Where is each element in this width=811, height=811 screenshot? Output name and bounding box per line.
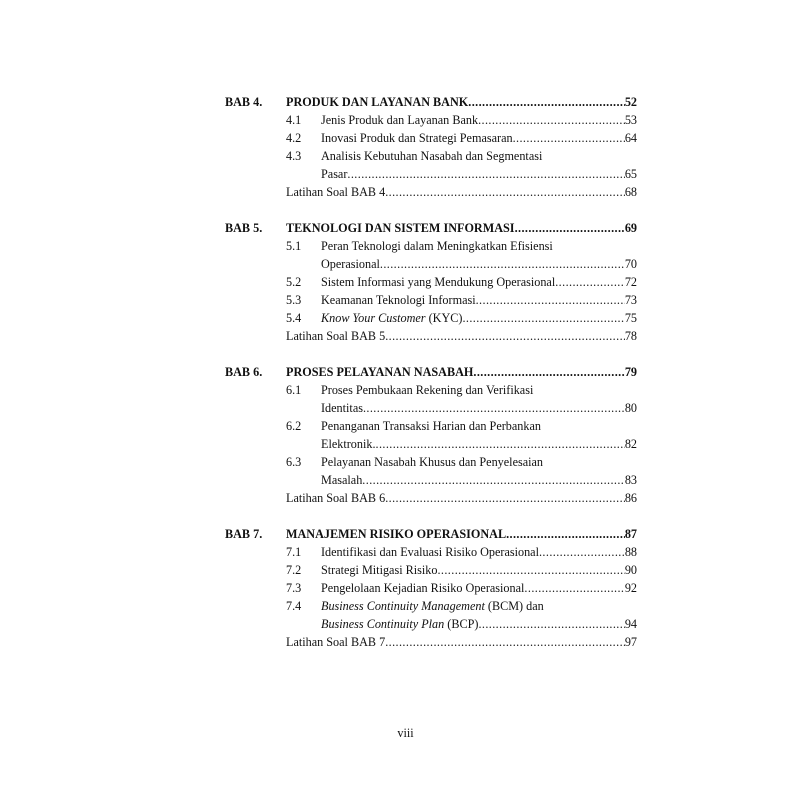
chapter-title: MANAJEMEN RISIKO OPERASIONAL bbox=[286, 527, 507, 541]
section-title: Pelayanan Nasabah Khusus dan Penyelesaian bbox=[321, 455, 544, 469]
page-number: 80 bbox=[624, 401, 637, 415]
page-number: 73 bbox=[624, 293, 637, 307]
section-entry[interactable] bbox=[225, 309, 637, 327]
section-title-continuation: Operasional bbox=[321, 257, 380, 271]
section-number: 5.3 bbox=[286, 293, 302, 307]
dot-leader bbox=[513, 129, 625, 147]
section-number: 7.4 bbox=[286, 599, 302, 613]
page-number: 52 bbox=[624, 95, 637, 109]
page-number: 75 bbox=[624, 311, 637, 325]
section-title: Penanganan Transaksi Harian dan Perbankan bbox=[321, 419, 541, 433]
chapter-bab-4 bbox=[225, 93, 637, 201]
section-title-italic: Know Your Customer bbox=[321, 311, 426, 325]
section-title: Sistem Informasi yang Mendukung Operasional bbox=[321, 275, 556, 289]
section-entry[interactable] bbox=[225, 273, 637, 291]
dot-leader bbox=[347, 165, 624, 183]
section-number: 5.1 bbox=[286, 239, 302, 253]
latihan-title: Latihan Soal BAB 7 bbox=[286, 635, 386, 649]
chapter-number: BAB 6. bbox=[225, 365, 263, 379]
chapter-title: PRODUK DAN LAYANAN BANK bbox=[286, 95, 469, 109]
dot-leader bbox=[376, 435, 625, 453]
page-number: 79 bbox=[624, 365, 637, 379]
section-number: 4.2 bbox=[286, 131, 302, 145]
page-number: 88 bbox=[624, 545, 637, 559]
dot-leader bbox=[362, 471, 625, 489]
section-title bbox=[321, 597, 544, 615]
section-number: 6.1 bbox=[286, 383, 302, 397]
page-number: 65 bbox=[624, 167, 637, 181]
latihan-title: Latihan Soal BAB 4 bbox=[286, 185, 386, 199]
page-number: 72 bbox=[624, 275, 637, 289]
section-entry[interactable] bbox=[225, 147, 637, 165]
section-entry[interactable] bbox=[225, 237, 637, 255]
page-number: 78 bbox=[624, 329, 637, 343]
latihan-entry[interactable] bbox=[286, 489, 637, 507]
section-title-continuation: Elektronik. bbox=[321, 437, 376, 451]
page-number: 68 bbox=[624, 185, 637, 199]
section-title bbox=[321, 309, 462, 327]
section-entry[interactable] bbox=[225, 597, 637, 615]
section-number: 6.3 bbox=[286, 455, 302, 469]
section-entry[interactable] bbox=[225, 453, 637, 471]
chapter-heading[interactable] bbox=[225, 363, 637, 381]
latihan-entry[interactable] bbox=[286, 183, 637, 201]
section-entry-continuation[interactable] bbox=[321, 435, 637, 453]
chapter-number: BAB 5. bbox=[225, 221, 263, 235]
section-title-rest: (KYC) bbox=[425, 311, 463, 325]
latihan-title: Latihan Soal BAB 5 bbox=[286, 329, 386, 343]
dot-leader bbox=[478, 615, 624, 633]
section-title-italic: Business Continuity Plan bbox=[321, 617, 445, 631]
section-number: 5.2 bbox=[286, 275, 302, 289]
section-entry[interactable] bbox=[225, 543, 637, 561]
section-title: Keamanan Teknologi Informasi bbox=[321, 293, 476, 307]
section-title-continuation: Masalah bbox=[321, 473, 363, 487]
section-number: 7.1 bbox=[286, 545, 302, 559]
page-number: 64 bbox=[624, 131, 637, 145]
chapter-heading[interactable] bbox=[225, 93, 637, 111]
page-number: 82 bbox=[624, 437, 637, 451]
page-number: 83 bbox=[624, 473, 637, 487]
dot-leader bbox=[476, 291, 625, 309]
section-entry-continuation[interactable] bbox=[321, 615, 637, 633]
section-entry[interactable] bbox=[225, 291, 637, 309]
chapter-heading[interactable] bbox=[225, 525, 637, 543]
section-title-continuation: Identitas bbox=[321, 401, 363, 415]
page-number: 94 bbox=[624, 617, 637, 631]
section-number: 4.1 bbox=[286, 113, 302, 127]
section-title: Proses Pembukaan Rekening dan Verifikasi bbox=[321, 383, 534, 397]
section-number: 5.4 bbox=[286, 311, 302, 325]
chapter-heading[interactable] bbox=[225, 219, 637, 237]
dot-leader bbox=[385, 633, 625, 651]
section-title-italic: Business Continuity Management bbox=[321, 599, 485, 613]
section-title: Identifikasi dan Evaluasi Risiko Operasional bbox=[321, 545, 539, 559]
chapter-title: PROSES PELAYANAN NASABAH bbox=[286, 365, 474, 379]
section-entry[interactable] bbox=[225, 381, 637, 399]
page-footer-number: viii bbox=[397, 726, 414, 740]
section-entry[interactable] bbox=[225, 129, 637, 147]
section-title: Inovasi Produk dan Strategi Pemasaran bbox=[321, 131, 513, 145]
section-title: Strategi Mitigasi Risiko bbox=[321, 563, 438, 577]
section-title-rest: (BCM) dan bbox=[484, 599, 544, 613]
section-title: Peran Teknologi dalam Meningkatkan Efisiensi bbox=[321, 239, 553, 253]
dot-leader bbox=[385, 327, 625, 345]
chapter-title: TEKNOLOGI DAN SISTEM INFORMASI bbox=[286, 221, 515, 235]
section-number: 7.3 bbox=[286, 581, 302, 595]
section-title-continuation: Pasar bbox=[321, 167, 348, 181]
section-entry[interactable] bbox=[225, 579, 637, 597]
page-number: 92 bbox=[624, 581, 637, 595]
chapter-bab-5 bbox=[225, 219, 637, 345]
dot-leader bbox=[385, 489, 625, 507]
table-of-contents bbox=[225, 93, 637, 669]
section-title: Pengelolaan Kejadian Risiko Operasional bbox=[321, 581, 525, 595]
section-title: Jenis Produk dan Layanan Bank bbox=[321, 113, 479, 127]
section-entry[interactable] bbox=[225, 111, 637, 129]
page-number: 87 bbox=[624, 527, 637, 541]
page-number: 86 bbox=[624, 491, 637, 505]
chapter-bab-6 bbox=[225, 363, 637, 507]
page-number: 69 bbox=[624, 221, 637, 235]
dot-leader bbox=[473, 363, 624, 381]
dot-leader bbox=[468, 93, 625, 111]
page-number: 90 bbox=[624, 563, 637, 577]
section-title-continuation bbox=[321, 615, 478, 633]
section-entry-continuation[interactable] bbox=[321, 165, 637, 183]
dot-leader bbox=[539, 543, 625, 561]
section-title-rest: (BCP) bbox=[444, 617, 479, 631]
section-entry[interactable] bbox=[225, 417, 637, 435]
latihan-entry[interactable] bbox=[286, 327, 637, 345]
dot-leader bbox=[437, 561, 624, 579]
section-title: Analisis Kebutuhan Nasabah dan Segmentasi bbox=[321, 149, 543, 163]
section-number: 7.2 bbox=[286, 563, 302, 577]
dot-leader bbox=[363, 399, 625, 417]
dot-leader bbox=[462, 309, 624, 327]
page-number: 97 bbox=[624, 635, 637, 649]
chapter-number: BAB 4. bbox=[225, 95, 263, 109]
page-number: 53 bbox=[624, 113, 637, 127]
section-entry-continuation[interactable] bbox=[321, 471, 637, 489]
section-number: 4.3 bbox=[286, 149, 302, 163]
dot-leader bbox=[515, 219, 625, 237]
section-entry-continuation[interactable] bbox=[321, 399, 637, 417]
dot-leader bbox=[555, 273, 625, 291]
dot-leader bbox=[478, 111, 625, 129]
section-number: 6.2 bbox=[286, 419, 302, 433]
dot-leader bbox=[506, 525, 625, 543]
page-number: 70 bbox=[624, 257, 637, 271]
latihan-title: Latihan Soal BAB 6 bbox=[286, 491, 386, 505]
latihan-entry[interactable] bbox=[286, 633, 637, 651]
dot-leader bbox=[524, 579, 624, 597]
dot-leader bbox=[380, 255, 625, 273]
section-entry-continuation[interactable] bbox=[321, 255, 637, 273]
section-entry[interactable] bbox=[225, 561, 637, 579]
dot-leader bbox=[385, 183, 625, 201]
chapter-number: BAB 7. bbox=[225, 527, 263, 541]
chapter-bab-7 bbox=[225, 525, 637, 651]
